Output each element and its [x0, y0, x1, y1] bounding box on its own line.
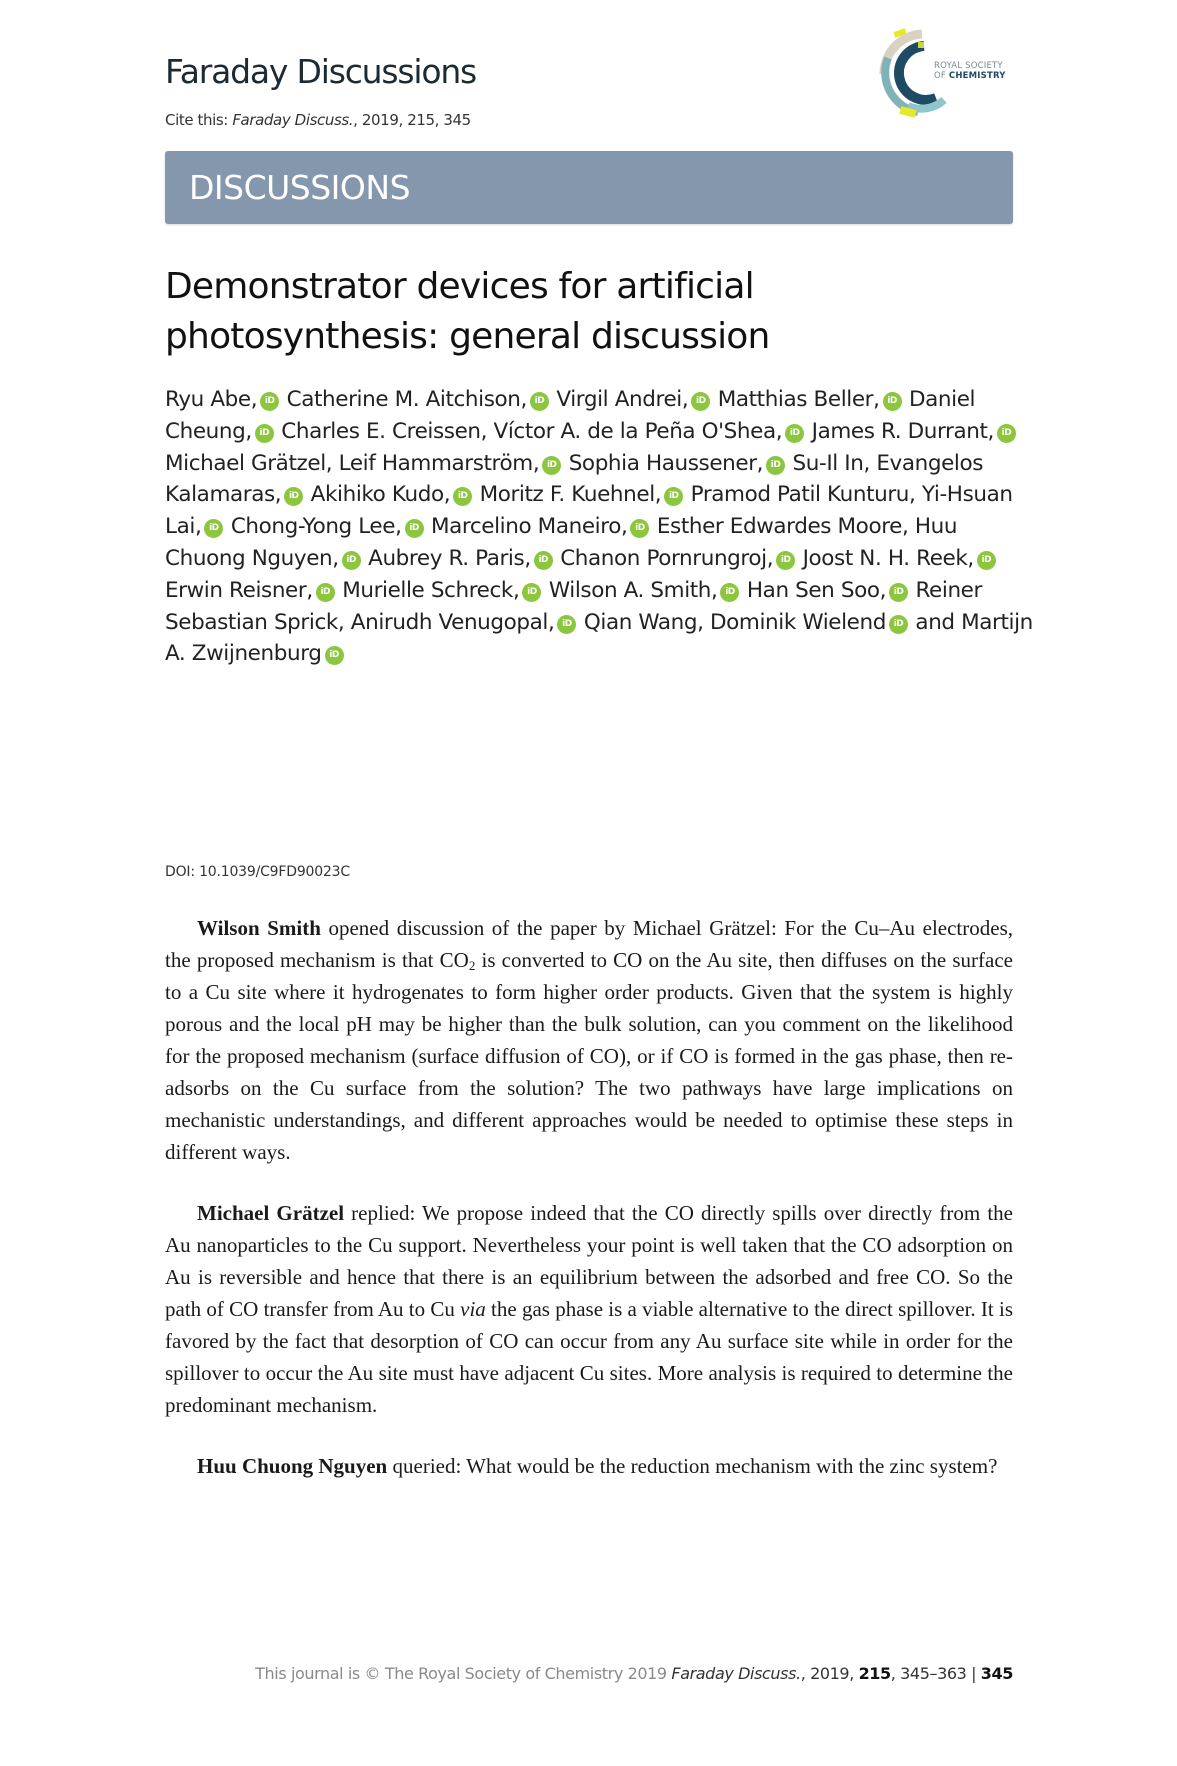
orcid-icon[interactable]: iD: [342, 551, 361, 570]
orcid-icon[interactable]: iD: [691, 392, 710, 411]
orcid-icon[interactable]: iD: [557, 615, 576, 634]
author-name: Evangelos Kalamaras: [165, 450, 984, 508]
speaker-name: Wilson Smith: [197, 916, 321, 940]
orcid-icon[interactable]: iD: [204, 519, 223, 538]
author-name: Chong-Yong Lee: [230, 514, 396, 540]
author-name: Dominik Wielend: [710, 609, 886, 635]
author-name: Daniel Cheung: [165, 387, 976, 444]
footer-page-number: 345: [980, 1664, 1013, 1683]
author-name: Sophia Haussener: [568, 450, 757, 476]
author-name: Han Sen Soo: [746, 577, 880, 603]
paragraph-text: 2: [468, 958, 476, 973]
paragraph-text: the gas phase is a viable alternative to the direct spillover. It is favored by the fact that desorption of CO can occur from any Au surface site while in order for the spillover to occur the Au site must have adjacent Cu sites. More analysis is required to determine the predominant mechanism.: [165, 1297, 1013, 1417]
author-name: Esther Edwardes Moore: [656, 514, 902, 540]
paragraph-text: via: [460, 1297, 486, 1321]
orcid-icon[interactable]: iD: [522, 583, 541, 602]
article-title: Demonstrator devices for artificial photosynthesis: general discussion: [165, 266, 770, 357]
author-name: Erwin Reisner: [165, 577, 307, 603]
author-name: Reiner Sebastian Sprick: [165, 577, 982, 635]
author-name: Martijn A. Zwijnenburg: [165, 609, 1033, 667]
rsc-logo-text: [934, 61, 1006, 81]
rsc-logo: [878, 28, 1014, 120]
author-list: Ryu Abe, iD Catherine M. Aitchison, iD Virgil Andrei, iD Matthias Beller, iD Daniel Cheung, iD Charles E. Creissen, Víctor A. de la Peña O'Shea, iD James R. Durrant, iD Michael Grätzel, Leif Hammarström, iD Sophia Haussener, iD Su-Il In, Evangelos Kalamaras, iD Akihiko Kudo, iD Moritz F. Kuehnel, iD Pramod Patil Kunturu, Yi-Hsuan Lai, iD Chong-Yong Lee, iD Marcelino Maneiro, iD Esther Edwardes Moore, Huu Chuong Nguyen, iD Aubrey R. Paris, iD Chanon Pornrungroj, iD Joost N. H. Reek, iD Erwin Reisner, iD Murielle Schreck, iD Wilson A. Smith, iD Han Sen Soo, iD Reiner Sebastian Sprick, Anirudh Venugopal, iD Qian Wang, Dominik Wielend iD and Martijn A. Zwijnenburg iD: [165, 387, 1033, 667]
speaker-name: Huu Chuong Nguyen: [197, 1454, 388, 1478]
cite-label: Cite this:: [165, 111, 228, 129]
orcid-icon[interactable]: iD: [997, 424, 1016, 443]
author-name: Anirudh Venugopal: [350, 609, 548, 635]
footer-pages: , 345–363 |: [890, 1664, 981, 1683]
orcid-icon[interactable]: iD: [766, 456, 785, 475]
author-name: Leif Hammarström: [338, 450, 533, 476]
paragraph-text: is converted to CO on the Au site, then diffuses on the surface to a Cu site where it hydrogenates to form higher order products. Given that the system is highly porous and the local pH may be higher than the bulk solution, can you comment on the likelihood for the proposed mechanism (surface diffusion of CO), or if CO is formed in the gas phase, then re-adsorbs on the Cu surface from the solution? The two pathways have large implications on mechanistic understandings, and different approaches would be needed to optimise these steps in different ways.: [165, 948, 1014, 1164]
orcid-icon[interactable]: iD: [785, 424, 804, 443]
author-name: Murielle Schreck: [342, 577, 513, 603]
author-name: Matthias Beller: [717, 387, 874, 412]
author-name: James R. Durrant: [811, 418, 988, 444]
author-name: Qian Wang: [583, 609, 698, 635]
author-name: Huu Chuong Nguyen: [165, 514, 958, 571]
cite-line: [165, 111, 471, 129]
footer-volume: 215: [858, 1664, 891, 1683]
author-name: Joost N. H. Reek: [802, 545, 968, 571]
orcid-icon[interactable]: iD: [284, 487, 303, 506]
orcid-icon[interactable]: iD: [453, 487, 472, 506]
author-name: Catherine M. Aitchison: [286, 387, 521, 412]
author-name: Michael Grätzel: [165, 450, 326, 476]
paragraph-text: opened discussion of the paper by Michael Grätzel: For the Cu–Au electrodes, the proposed mechanism is that CO: [165, 916, 1013, 972]
orcid-icon[interactable]: iD: [542, 456, 561, 475]
doi[interactable]: DOI: 10.1039/C9FD90023C: [165, 864, 350, 880]
orcid-icon[interactable]: iD: [316, 583, 335, 602]
author-name: Pramod Patil Kunturu: [690, 482, 910, 508]
author-name: Charles E. Creissen: [281, 418, 481, 444]
orcid-icon[interactable]: iD: [255, 424, 274, 443]
footer-year: , 2019,: [800, 1664, 859, 1683]
cite-journal: Faraday Discuss.: [232, 111, 354, 129]
author-name: Virgil Andrei: [556, 387, 682, 412]
speaker-name: Michael Grätzel: [197, 1201, 345, 1225]
author-name: Wilson A. Smith: [548, 577, 712, 603]
orcid-icon[interactable]: iD: [889, 615, 908, 634]
author-name: Chanon Pornrungroj: [560, 545, 767, 571]
discussion-paragraph: [165, 1450, 1013, 1482]
discussion-paragraph: [165, 1197, 1013, 1421]
author-name: Yi-Hsuan Lai: [165, 482, 1013, 540]
paragraph-text: queried: What would be the reduction mechanism with the zinc system?: [387, 1454, 998, 1478]
author-name: Marcelino Maneiro: [430, 514, 621, 540]
author-name: Aubrey R. Paris: [368, 545, 525, 571]
orcid-icon[interactable]: iD: [720, 583, 739, 602]
section-label: DISCUSSIONS: [189, 168, 411, 207]
orcid-icon[interactable]: iD: [260, 392, 279, 411]
paragraph-text: replied: We propose indeed that the CO directly spills over directly from the Au nanoparticles to the Cu support. Nevertheless your point is well taken that the CO adsorption on Au is reversible and hence that there is an equilibrium between the adsorbed and free CO. So the path of CO transfer from Au to Cu: [165, 1201, 1013, 1321]
orcid-icon[interactable]: iD: [534, 551, 553, 570]
orcid-icon[interactable]: iD: [889, 583, 908, 602]
section-banner: [165, 151, 1013, 224]
page-footer: [165, 1664, 1013, 1683]
orcid-icon[interactable]: iD: [405, 519, 424, 538]
rsc-logo-line2: OF CHEMISTRY: [934, 71, 1006, 81]
rsc-logo-line1: ROYAL SOCIETY: [934, 61, 1003, 71]
discussion-paragraph: [165, 912, 1013, 1168]
journal-title: Faraday Discussions: [165, 52, 477, 91]
orcid-icon[interactable]: iD: [977, 551, 996, 570]
footer-journal: Faraday Discuss.: [671, 1664, 801, 1683]
orcid-icon[interactable]: iD: [530, 392, 549, 411]
orcid-icon[interactable]: iD: [883, 392, 902, 411]
author-name: Moritz F. Kuehnel: [479, 482, 655, 508]
orcid-icon[interactable]: iD: [776, 551, 795, 570]
cite-details: , 2019, 215, 345: [353, 111, 471, 129]
author-name: Akihiko Kudo: [310, 482, 444, 508]
author-name: Su-Il In: [792, 450, 864, 476]
author-name: Víctor A. de la Peña O'Shea: [493, 418, 776, 444]
author-name: Ryu Abe: [165, 387, 251, 412]
orcid-icon[interactable]: iD: [325, 646, 344, 665]
orcid-icon[interactable]: iD: [664, 487, 683, 506]
footer-copyright: This journal is © The Royal Society of Chemistry 2019: [255, 1664, 667, 1683]
orcid-icon[interactable]: iD: [630, 519, 649, 538]
discussion-body: [165, 912, 1013, 1511]
